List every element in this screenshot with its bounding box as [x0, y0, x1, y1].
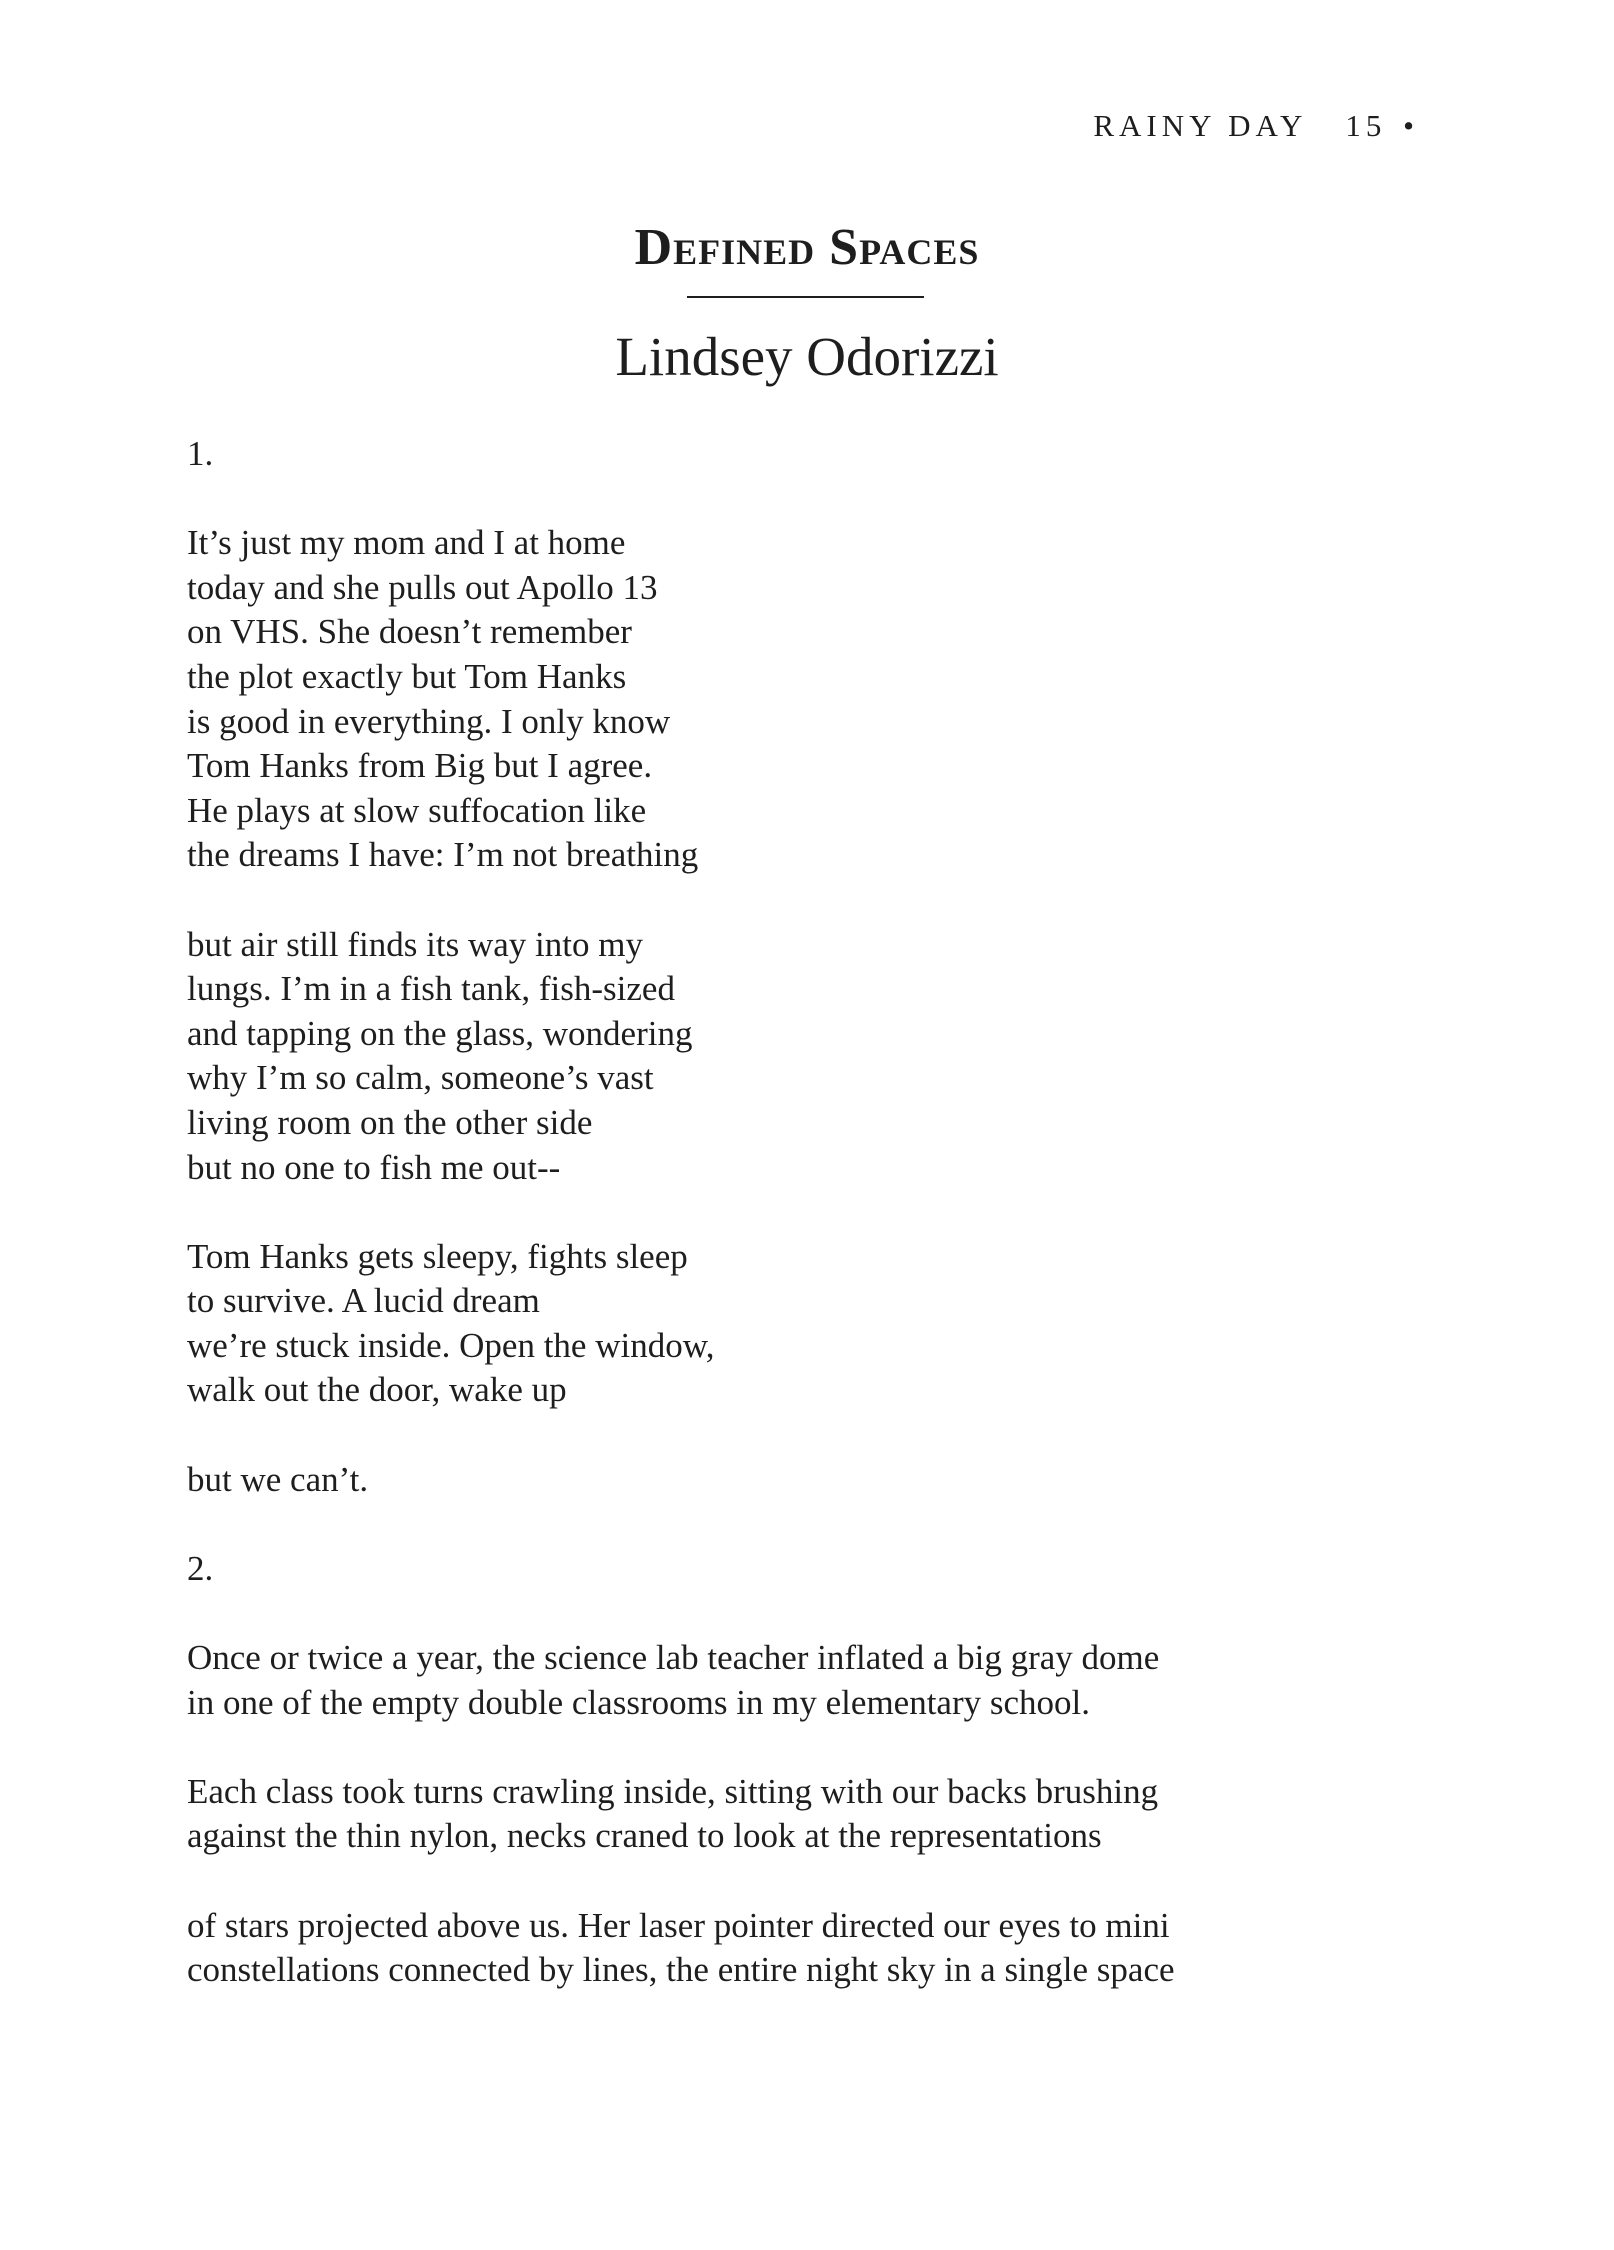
poem-stanza — [187, 1458, 1437, 1503]
poem-line: It’s just my mom and I at home — [187, 523, 626, 563]
poem-line: we’re stuck inside. Open the window, — [187, 1325, 715, 1365]
poem-line: 1. — [187, 434, 214, 473]
running-head-section-title: RAINY DAY — [1093, 108, 1308, 143]
poem-stanza — [187, 521, 1437, 878]
running-head — [1093, 108, 1414, 144]
poem-line: but no one to fish me out-- — [187, 1147, 561, 1187]
poem-line: but air still finds its way into my — [187, 924, 643, 964]
poem-line: on VHS. She doesn’t remember — [187, 612, 632, 652]
poem-line: is good in everything. I only know — [187, 701, 671, 741]
poem-line: to survive. A lucid dream — [187, 1281, 540, 1321]
poem-body — [187, 432, 1437, 2037]
page-number: 15 — [1345, 108, 1387, 143]
poem-line: in one of the empty double classrooms in my elementary school. — [187, 1682, 1090, 1722]
poem-stanza — [187, 432, 1437, 477]
poem-line: living room on the other side — [187, 1102, 593, 1142]
poem-line: walk out the door, wake up — [187, 1370, 567, 1410]
poem-line: of stars projected above us. Her laser pointer directed our eyes to mini — [187, 1905, 1170, 1945]
poem-line: Each class took turns crawling inside, sitting with our backs brushing — [187, 1771, 1159, 1811]
poem-stanza — [187, 923, 1437, 1191]
poem-title: Defined Spaces — [634, 219, 980, 276]
poem-line: Tom Hanks gets sleepy, fights sleep — [187, 1236, 688, 1276]
poem-line: lungs. I’m in a fish tank, fish-sized — [187, 969, 675, 1009]
poem-line: the dreams I have: I’m not breathing — [187, 835, 699, 875]
poem-stanza — [187, 1770, 1437, 1859]
bullet-icon: • — [1403, 108, 1414, 143]
poem-stanza — [187, 1235, 1437, 1413]
poem-line: today and she pulls out Apollo 13 — [187, 567, 658, 607]
poem-line: He plays at slow suffocation like — [187, 790, 647, 830]
poem-line: against the thin nylon, necks craned to look at the representations — [187, 1816, 1102, 1856]
poem-line: constellations connected by lines, the entire night sky in a single space — [187, 1950, 1175, 1990]
poem-author: Lindsey Odorizzi — [615, 326, 999, 387]
poem-line: the plot exactly but Tom Hanks — [187, 656, 627, 696]
poem-stanza — [187, 1547, 1437, 1592]
poem-line: Tom Hanks from Big but I agree. — [187, 746, 653, 786]
poem-line: 2. — [187, 1548, 214, 1588]
title-divider — [687, 296, 924, 298]
poem-stanza — [187, 1904, 1437, 1993]
poem-line: Once or twice a year, the science lab teacher inflated a big gray dome — [187, 1638, 1160, 1678]
poem-line: why I’m so calm, someone’s vast — [187, 1058, 654, 1098]
poem-stanza — [187, 1636, 1437, 1725]
poem-line: and tapping on the glass, wondering — [187, 1013, 693, 1053]
poem-line: but we can’t. — [187, 1459, 369, 1499]
